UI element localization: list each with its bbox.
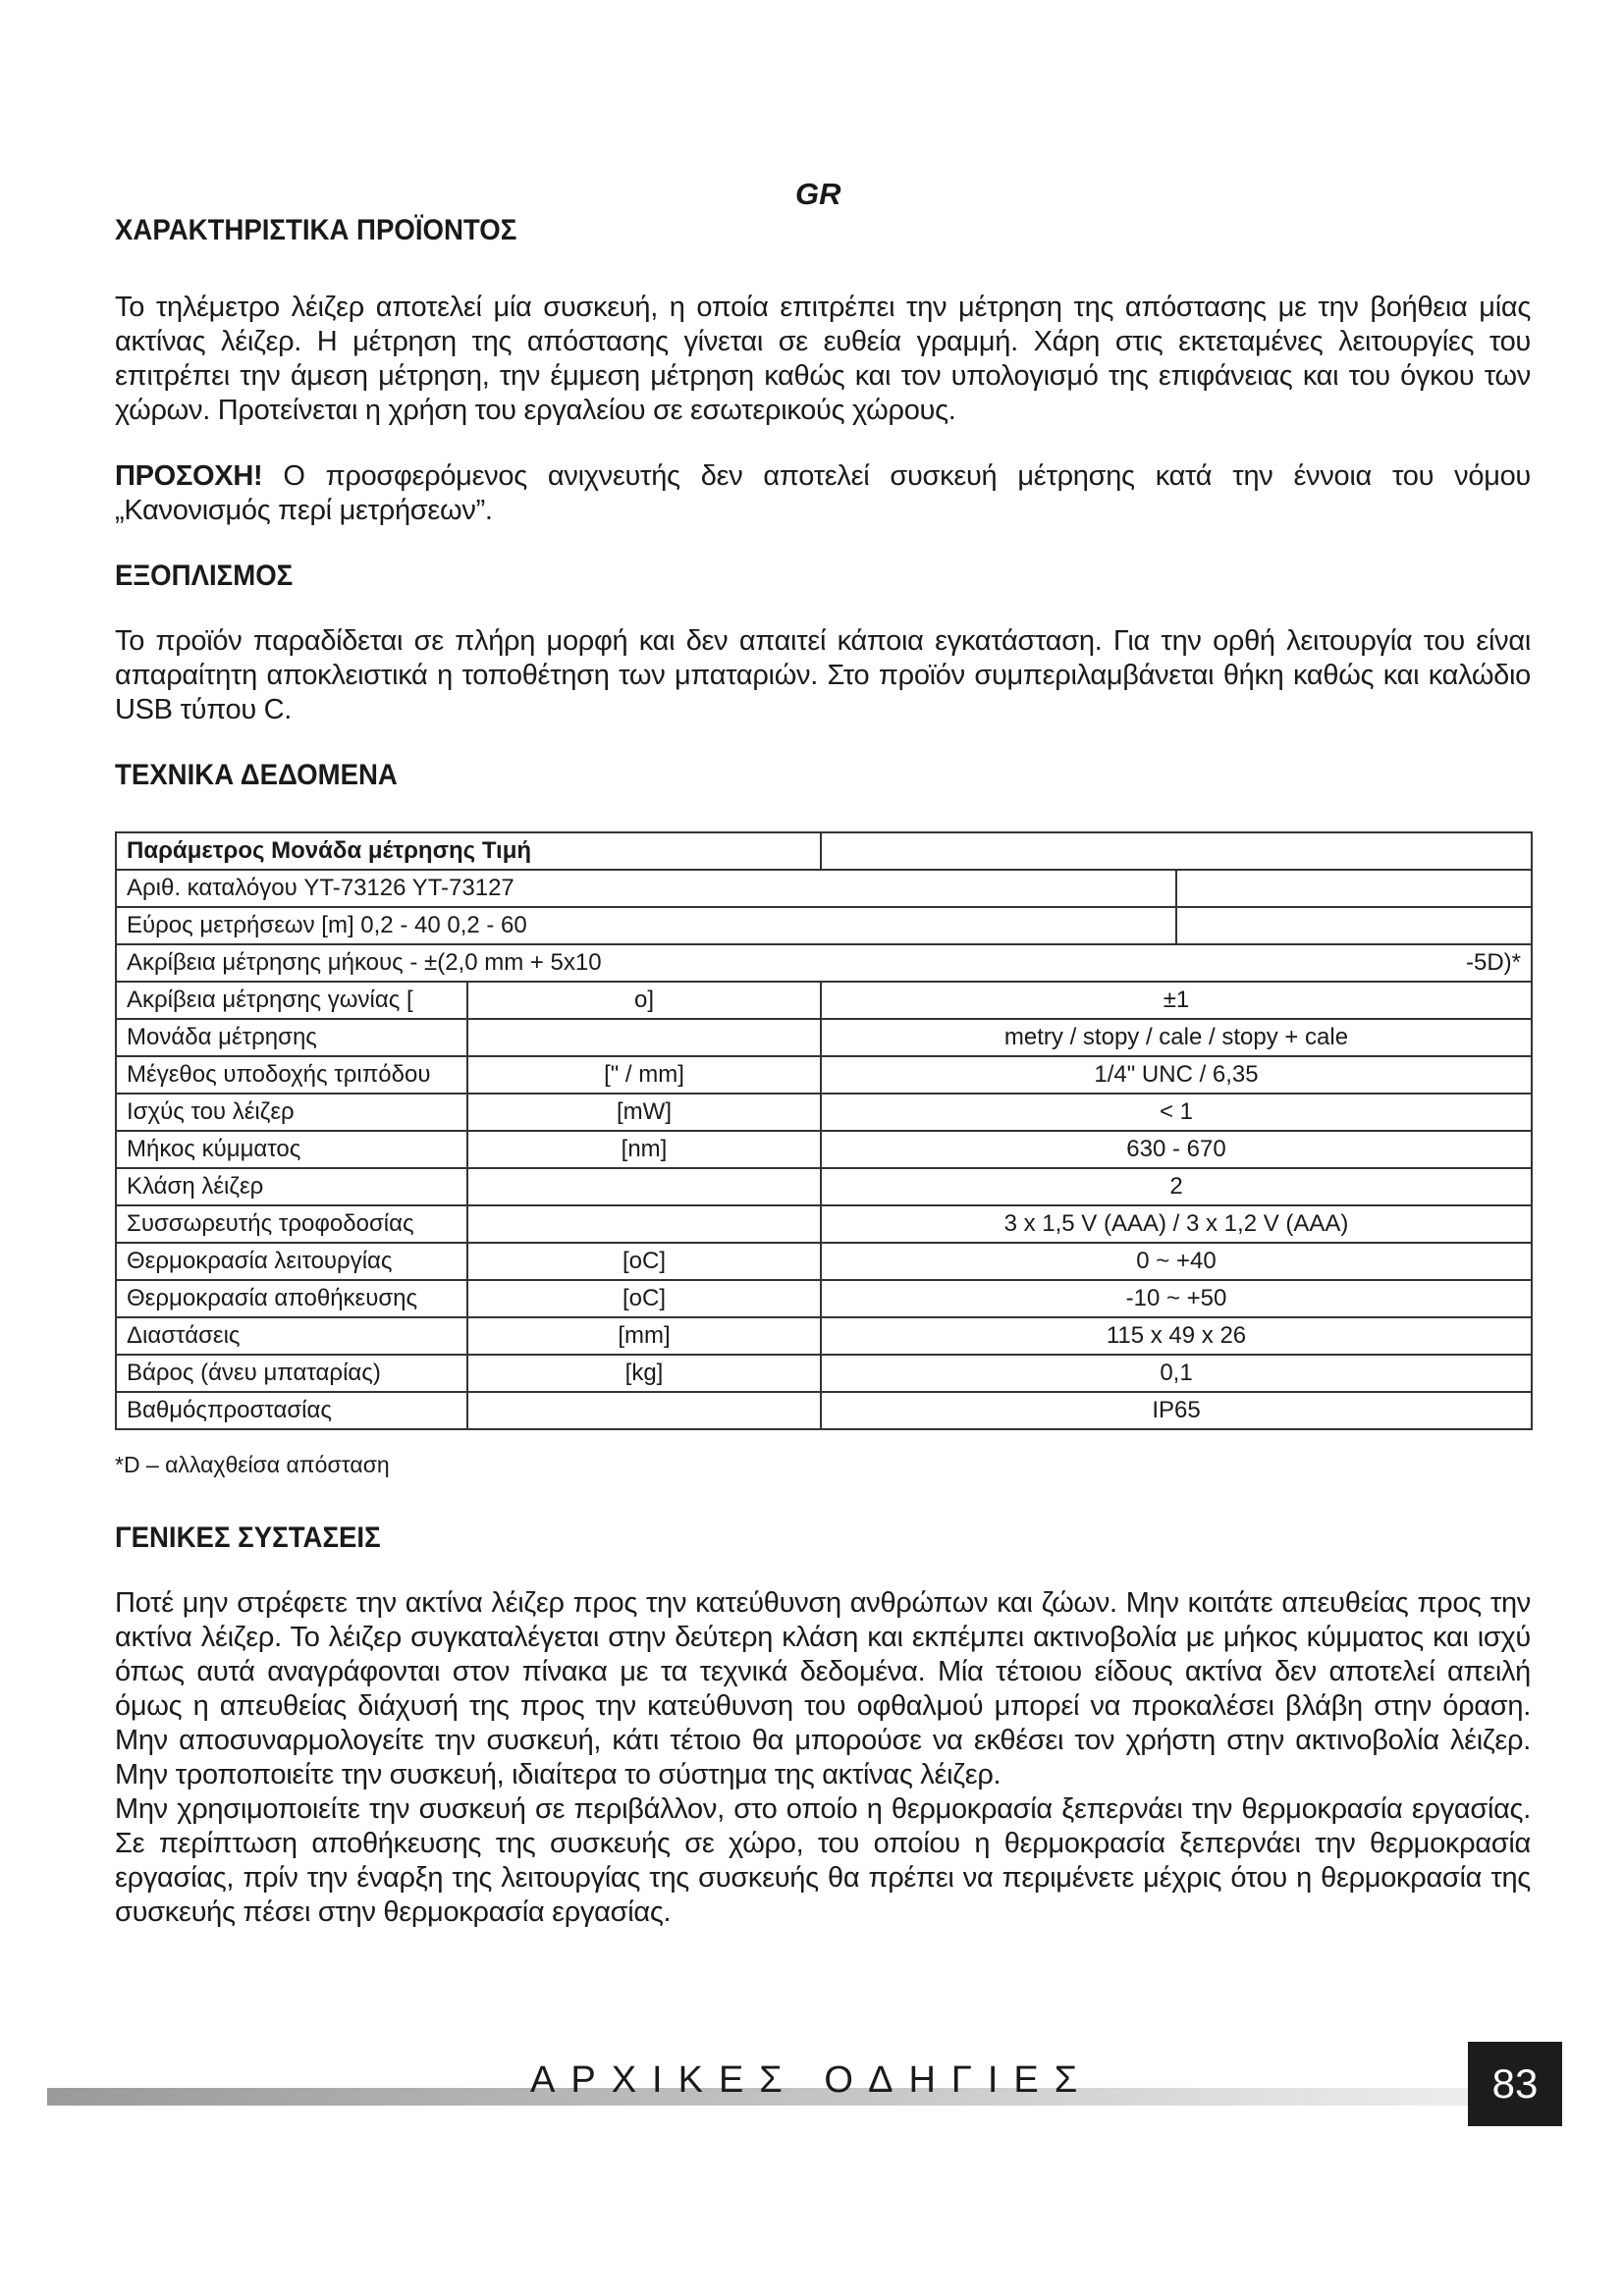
general-paragraph-2: Μην χρησιμοποιείτε την συσκευή σε περιβάλλον, στο οποίο η θερμοκρασία ξεπερνάει την θερμοκρασία εργασίας. Σε περίπτωση αποθήκευσης της συσκευής σε χώρο, του οποίου η θερμοκρασία ξεπερνάει την θερμοκρασία εργασίας, πρίν την έναρξη της λειτουργίας της συσκευής θα πρέπει να περιμένετε μέχρις ότου η θερμοκρασία της συσκευής πέσει στην θερμοκρασία εργασίας.	[115, 1793, 1531, 1928]
param-cell: Κλάση λέιζερ	[116, 1168, 467, 1205]
param-cell: Μέγεθος υποδοχής τριπόδου	[116, 1056, 467, 1094]
value-cell: IP65	[821, 1392, 1532, 1429]
param-cell: Διαστάσεις	[116, 1317, 467, 1355]
unit-cell: [oC]	[467, 1243, 821, 1280]
tech-data-table	[115, 831, 1533, 1430]
table-row	[116, 1280, 1532, 1317]
tech-data-heading: ΤΕΧΝΙΚΑ ΔΕΔΟΜΕΝΑ	[115, 759, 398, 791]
spec-rows	[116, 1019, 1532, 1429]
value-cell: ±1	[821, 982, 1532, 1019]
accuracy-cell: Ακρίβεια μέτρησης μήκους - ±(2,0 mm + 5x10	[116, 944, 1176, 982]
table-row	[116, 944, 1532, 982]
page-content	[115, 214, 1531, 1930]
table-row	[116, 1243, 1532, 1280]
table-header-empty	[821, 832, 1532, 870]
table-row	[116, 1131, 1532, 1168]
unit-cell	[467, 1019, 821, 1056]
catalog-cell: Αριθ. καταλόγου YT-73126 YT-73127	[116, 870, 1176, 907]
general-heading: ΓΕΝΙΚΕΣ ΣΥΣΤΑΣΕΙΣ	[115, 1522, 381, 1554]
table-row	[116, 1392, 1532, 1429]
general-paragraph-1: Ποτέ μην στρέφετε την ακτίνα λέιζερ προς την κατεύθυνση ανθρώπων και ζώων. Μην κοιτάτε απευθείας προς την ακτίνα λέιζερ. Το λέιζερ συγκαταλέγεται στην δεύτερη κλάση και εκπέμπει ακτινοβολία με μήκος κύμματος και ισχύ όπως αυτά αναγράφονται στον πίνακα με τα τεχνικά δεδομένα. Μία τέτοιου είδους ακτίνα δεν αποτελεί απειλή όμως η απευθείας διάχυσή της προς την κατεύθυνση του οφθαλμού μπορεί να προκαλέσει βλάβη στην όραση. Μην αποσυναρμολογείτε την συσκευή, κάτι τέτοιο θα μπορούσε να εκθέσει τον χρήστη στην ακτινοβολία λέιζερ. Μην τροποποιείτε την συσκευή, ιδιαίτερα το σύστημα της ακτίνας λέιζερ.	[115, 1587, 1531, 1790]
table-header-cell: Παράμετρος Μονάδα μέτρησης Τιμή	[116, 832, 821, 870]
range-cell: Εύρος μετρήσεων [m] 0,2 - 40 0,2 - 60	[116, 907, 1176, 944]
value-cell: 1/4" UNC / 6,35	[821, 1056, 1532, 1094]
footer-title: ΑΡΧΙΚΕΣ ΟΔΗΓΙΕΣ	[530, 2059, 1094, 2101]
unit-cell	[467, 1205, 821, 1243]
unit-cell: [mm]	[467, 1317, 821, 1355]
equipment-heading: ΕΞΟΠΛΙΣΜΟΣ	[115, 560, 294, 592]
equipment-paragraph: Το προϊόν παραδίδεται σε πλήρη μορφή και δεν απαιτεί κάποια εγκατάσταση. Για την ορθή λειτουργία του είναι απαραίτητη αποκλειστικά η τοποθέτηση των μπαταριών. Στο προϊόν συμπεριλαμβάνεται θήκη καθώς και καλώδιο USB τύπου C.	[115, 625, 1531, 725]
features-heading: ΧΑΡΑΚΤΗΡΙΣΤΙΚΑ ΠΡΟΪΟΝΤΟΣ	[115, 214, 517, 246]
param-cell: Θερμοκρασία αποθήκευσης	[116, 1280, 467, 1317]
table-row	[116, 870, 1532, 907]
warning-paragraph	[115, 459, 1531, 528]
unit-cell	[467, 1392, 821, 1429]
unit-cell	[467, 1168, 821, 1205]
table-row	[116, 907, 1532, 944]
param-cell: Μονάδα μέτρησης	[116, 1019, 467, 1056]
table-row	[116, 1019, 1532, 1056]
param-cell: Μήκος κύμματος	[116, 1131, 467, 1168]
empty-cell	[1176, 870, 1532, 907]
value-cell: 115 x 49 x 26	[821, 1317, 1532, 1355]
table-note: *D – αλλαχθείσα απόσταση	[115, 1452, 390, 1477]
param-cell: Ισχύς του λέιζερ	[116, 1094, 467, 1131]
table-header-row	[116, 832, 1532, 870]
value-cell: 3 x 1,5 V (AAA) / 3 x 1,2 V (AAA)	[821, 1205, 1532, 1243]
unit-cell: [kg]	[467, 1355, 821, 1392]
table-row	[116, 1056, 1532, 1094]
param-cell: Βάρος (άνευ μπαταρίας)	[116, 1355, 467, 1392]
unit-cell: [oC]	[467, 1280, 821, 1317]
value-cell: 0,1	[821, 1355, 1532, 1392]
unit-cell: [nm]	[467, 1131, 821, 1168]
table-row	[116, 1355, 1532, 1392]
param-cell: Θερμοκρασία λειτουργίας	[116, 1243, 467, 1280]
param-cell: Ακρίβεια μέτρησης γωνίας [	[116, 982, 467, 1019]
value-cell: < 1	[821, 1094, 1532, 1131]
value-cell: -10 ~ +50	[821, 1280, 1532, 1317]
param-cell: Βαθμόςπροστασίας	[116, 1392, 467, 1429]
features-paragraph: Το τηλέμετρο λέιζερ αποτελεί μία συσκευή, η οποία επιτρέπει την μέτρηση της απόστασης με την βοήθεια μίας ακτίνας λέιζερ. Η μέτρηση της απόστασης γίνεται σε ευθεία γραμμή. Χάρη στις εκτεταμένες λειτουργίες του επιτρέπει την άμεση μέτρηση, την έμμεση μέτρηση καθώς και τον υπολογισμό της επιφάνειας και του όγκου των χώρων. Προτείνεται η χρήση του εργαλείου σε εσωτερικούς χώρους.	[115, 292, 1531, 426]
unit-cell: o]	[467, 982, 821, 1019]
empty-cell	[1176, 907, 1532, 944]
unit-cell: [" / mm]	[467, 1056, 821, 1094]
value-cell: metry / stopy / cale / stopy + cale	[821, 1019, 1532, 1056]
value-cell: 0 ~ +40	[821, 1243, 1532, 1280]
table-row	[116, 1094, 1532, 1131]
warning-text: Ο προσφερόμενος ανιχνευτής δεν αποτελεί συσκευή μέτρησης κατά την έννοια του νόμου „Κανονισμός περί μετρήσεων”.	[115, 460, 1531, 526]
unit-cell: [mW]	[467, 1094, 821, 1131]
table-row	[116, 1168, 1532, 1205]
param-cell: Συσσωρευτής τροφοδοσίας	[116, 1205, 467, 1243]
language-code: GR	[795, 177, 841, 211]
table-row	[116, 1205, 1532, 1243]
accuracy-suffix: -5D)*	[1176, 944, 1532, 982]
table-row	[116, 1317, 1532, 1355]
warning-label: ΠΡΟΣΟΧΗ!	[115, 460, 263, 492]
value-cell: 630 - 670	[821, 1131, 1532, 1168]
page-number: 83	[1468, 2042, 1562, 2126]
table-row	[116, 982, 1532, 1019]
value-cell: 2	[821, 1168, 1532, 1205]
